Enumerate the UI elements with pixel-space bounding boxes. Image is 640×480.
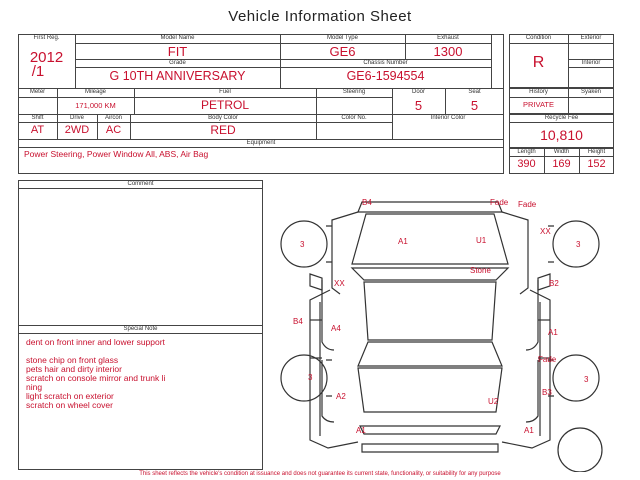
- divider: [18, 147, 504, 148]
- mark-u1-hood: U1: [476, 236, 487, 245]
- comment-label: Comment: [127, 181, 154, 187]
- sheet-title: Vehicle Information Sheet: [228, 8, 412, 25]
- mileage-value: 171,000 KM: [75, 101, 116, 110]
- mark-a2-left: A2: [336, 392, 346, 401]
- divider: [75, 67, 491, 68]
- exterior-label: Exterior: [580, 35, 602, 41]
- aircon-label: Aircon: [104, 115, 122, 121]
- grade-value: G 10TH ANNIVERSARY: [109, 69, 246, 83]
- mark-a1-bumper-left: A1: [356, 426, 366, 435]
- chassis-label: Chassis Number: [363, 60, 408, 66]
- mark-fade-top: Fade: [490, 198, 509, 207]
- mileage-label: Mileage: [84, 89, 106, 95]
- first-reg-month: /1: [31, 63, 45, 80]
- recycle-fee-label: Recycle Fee: [544, 115, 579, 121]
- grade-label: Grade: [169, 60, 186, 66]
- height-value: 152: [587, 158, 606, 170]
- mark-b3-right: B3: [542, 388, 552, 397]
- mark-a4-left: A4: [331, 324, 341, 333]
- body-color-value: RED: [210, 123, 236, 137]
- model-name-label: Model Name: [160, 35, 195, 41]
- equipment-label: Equipment: [246, 140, 276, 146]
- mark-b4-left: B4: [293, 317, 303, 326]
- color-no-label: Color No.: [341, 115, 367, 121]
- chassis-value: GE6-1594554: [346, 69, 425, 83]
- mark-u2-rear: U2: [488, 397, 499, 406]
- length-value: 390: [517, 158, 536, 170]
- mark-b2-right: B2: [549, 279, 559, 288]
- mark-a1-hood: A1: [398, 237, 408, 246]
- divider: [509, 156, 614, 157]
- shift-value: AT: [30, 124, 45, 136]
- drive-label: Drive: [69, 115, 84, 121]
- height-label: Height: [587, 149, 606, 155]
- divider: [568, 67, 614, 68]
- special-note-line: scratch on wheel cover: [26, 400, 113, 410]
- mark-fade-top: Fade: [518, 200, 537, 209]
- special-note-label: Special Note: [123, 326, 158, 332]
- mark-stone: Stone: [470, 266, 491, 275]
- mark-xx-right: XX: [540, 227, 551, 236]
- history-label: History: [529, 89, 548, 95]
- steering-label: Steering: [342, 89, 366, 95]
- special-note-list: [26, 338, 165, 410]
- divider: [18, 188, 263, 189]
- special-note-line: stone chip on front glass: [26, 355, 119, 365]
- mark-wheel-fl: 3: [300, 240, 305, 249]
- syaken-label: Syaken: [580, 89, 601, 95]
- interior-color-label: Interior Color: [430, 115, 466, 121]
- mark-a1-bumper-right: A1: [524, 426, 534, 435]
- model-type-value: GE6: [329, 44, 356, 59]
- divider: [509, 43, 614, 44]
- door-label: Door: [411, 89, 425, 95]
- condition-value: R: [532, 54, 545, 71]
- divider: [509, 97, 614, 98]
- special-note-line: scratch on console mirror and trunk li: [26, 373, 166, 383]
- drive-value: 2WD: [64, 124, 90, 136]
- door-value: 5: [414, 98, 423, 113]
- aircon-value: AC: [105, 124, 122, 136]
- mark-fade-right: Fade: [538, 355, 557, 364]
- model-type-label: Model Type: [327, 35, 358, 41]
- disclaimer-footer: This sheet reflects the vehicle's condition at issuance and does not guarantee its current state, functionality, or suitability for any purpose: [139, 471, 501, 477]
- width-value: 169: [552, 158, 571, 170]
- mark-wheel-rr: 3: [584, 375, 589, 384]
- interior-label: Interior: [581, 60, 601, 66]
- body-color-label: Body Color: [208, 115, 238, 121]
- meter-label: Meter: [29, 89, 46, 95]
- seat-value: 5: [470, 98, 479, 113]
- model-name-value: FIT: [167, 44, 188, 59]
- recycle-fee-value: 10,810: [540, 127, 583, 143]
- length-label: Length: [517, 149, 536, 155]
- first-reg-year: 2012: [29, 49, 64, 66]
- special-note-line: ning: [26, 382, 43, 392]
- divider: [18, 333, 263, 334]
- mark-a1-right: A1: [548, 328, 558, 337]
- exhaust-label: Exhaust: [437, 35, 459, 41]
- mark-xx-left: XX: [334, 279, 345, 288]
- width-label: Width: [553, 149, 570, 155]
- equipment-value: Power Steering, Power Window All, ABS, Air Bag: [24, 149, 209, 159]
- fuel-label: Fuel: [219, 89, 231, 95]
- seat-label: Seat: [468, 89, 481, 95]
- mark-wheel-fr: 3: [576, 240, 581, 249]
- special-note-line: dent on front inner and lower support: [26, 337, 165, 347]
- special-note-line: light scratch on exterior: [26, 391, 114, 401]
- divider: [509, 122, 614, 123]
- first-reg-label: First Reg.: [33, 35, 60, 41]
- exhaust-value: 1300: [433, 44, 463, 59]
- divider: [491, 34, 492, 88]
- shift-label: Shift: [31, 115, 44, 121]
- fuel-value: PETROL: [200, 98, 249, 112]
- car-damage-diagram: [270, 190, 620, 472]
- mark-b4-top: B4: [362, 198, 372, 207]
- mark-wheel-rl: 3: [308, 373, 313, 382]
- condition-label: Condition: [525, 35, 552, 41]
- special-note-line: pets hair and dirty interior: [26, 364, 122, 374]
- history-value: PRIVATE: [523, 100, 554, 109]
